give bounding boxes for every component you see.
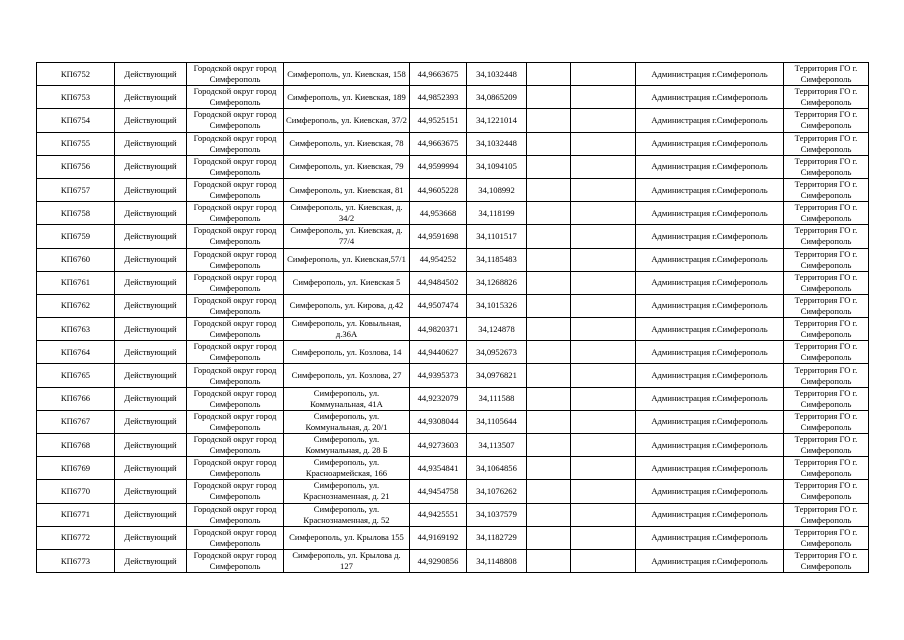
latitude-cell: 44,9395373 xyxy=(410,364,467,387)
address-cell: Симферополь, ул. Киевская 5 xyxy=(284,271,410,294)
district-cell: Городской округ город Симферополь xyxy=(187,178,284,201)
territory-cell: Территория ГО г. Симферополь xyxy=(784,271,869,294)
owner-cell: Администрация г.Симферополь xyxy=(636,457,784,480)
status-cell: Действующий xyxy=(115,549,187,572)
point-id-cell: КП6773 xyxy=(37,549,115,572)
table-row xyxy=(37,225,869,248)
table-row xyxy=(37,178,869,201)
owner-cell: Администрация г.Симферополь xyxy=(636,434,784,457)
owner-cell: Администрация г.Симферополь xyxy=(636,341,784,364)
table-row xyxy=(37,549,869,572)
territory-cell: Территория ГО г. Симферополь xyxy=(784,178,869,201)
territory-cell: Территория ГО г. Симферополь xyxy=(784,63,869,86)
point-id-cell: КП6752 xyxy=(37,63,115,86)
longitude-cell: 34,0865209 xyxy=(467,86,527,109)
owner-cell: Администрация г.Симферополь xyxy=(636,480,784,503)
empty-cell xyxy=(527,410,571,433)
longitude-cell: 34,0976821 xyxy=(467,364,527,387)
address-cell: Симферополь, ул. Киевская, 189 xyxy=(284,86,410,109)
latitude-cell: 44,953668 xyxy=(410,202,467,225)
territory-cell: Территория ГО г. Симферополь xyxy=(784,155,869,178)
longitude-cell: 34,1185483 xyxy=(467,248,527,271)
latitude-cell: 44,9308044 xyxy=(410,410,467,433)
district-cell: Городской округ город Симферополь xyxy=(187,271,284,294)
point-id-cell: КП6772 xyxy=(37,526,115,549)
table-row xyxy=(37,86,869,109)
owner-cell: Администрация г.Симферополь xyxy=(636,294,784,317)
longitude-cell: 34,118199 xyxy=(467,202,527,225)
latitude-cell: 44,9507474 xyxy=(410,294,467,317)
empty-cell xyxy=(571,410,636,433)
address-cell: Симферополь, ул. Киевская, 158 xyxy=(284,63,410,86)
district-cell: Городской округ город Симферополь xyxy=(187,341,284,364)
latitude-cell: 44,9663675 xyxy=(410,63,467,86)
point-id-cell: КП6754 xyxy=(37,109,115,132)
latitude-cell: 44,9591698 xyxy=(410,225,467,248)
latitude-cell: 44,9290856 xyxy=(410,549,467,572)
owner-cell: Администрация г.Симферополь xyxy=(636,202,784,225)
longitude-cell: 34,1221014 xyxy=(467,109,527,132)
latitude-cell: 44,9440627 xyxy=(410,341,467,364)
empty-cell xyxy=(571,132,636,155)
district-cell: Городской округ город Симферополь xyxy=(187,248,284,271)
owner-cell: Администрация г.Симферополь xyxy=(636,178,784,201)
latitude-cell: 44,9599994 xyxy=(410,155,467,178)
empty-cell xyxy=(527,364,571,387)
empty-cell xyxy=(571,225,636,248)
point-id-cell: КП6770 xyxy=(37,480,115,503)
status-cell: Действующий xyxy=(115,341,187,364)
longitude-cell: 34,0952673 xyxy=(467,341,527,364)
empty-cell xyxy=(527,202,571,225)
table-row xyxy=(37,341,869,364)
address-cell: Симферополь, ул. Козлова, 27 xyxy=(284,364,410,387)
empty-cell xyxy=(571,434,636,457)
territory-cell: Территория ГО г. Симферополь xyxy=(784,341,869,364)
empty-cell xyxy=(571,178,636,201)
empty-cell xyxy=(527,178,571,201)
territory-cell: Территория ГО г. Симферополь xyxy=(784,248,869,271)
territory-cell: Территория ГО г. Симферополь xyxy=(784,410,869,433)
longitude-cell: 34,1268826 xyxy=(467,271,527,294)
address-cell: Симферополь, ул. Ковыльная, д.36А xyxy=(284,318,410,341)
address-cell: Симферополь, ул. Киевская, 81 xyxy=(284,178,410,201)
owner-cell: Администрация г.Симферополь xyxy=(636,364,784,387)
point-id-cell: КП6759 xyxy=(37,225,115,248)
empty-cell xyxy=(527,434,571,457)
table-row xyxy=(37,109,869,132)
status-cell: Действующий xyxy=(115,63,187,86)
empty-cell xyxy=(571,503,636,526)
owner-cell: Администрация г.Симферополь xyxy=(636,132,784,155)
owner-cell: Администрация г.Симферополь xyxy=(636,109,784,132)
latitude-cell: 44,9273603 xyxy=(410,434,467,457)
owner-cell: Администрация г.Симферополь xyxy=(636,387,784,410)
status-cell: Действующий xyxy=(115,155,187,178)
status-cell: Действующий xyxy=(115,248,187,271)
territory-cell: Территория ГО г. Симферополь xyxy=(784,480,869,503)
point-id-cell: КП6766 xyxy=(37,387,115,410)
table-row xyxy=(37,387,869,410)
status-cell: Действующий xyxy=(115,225,187,248)
empty-cell xyxy=(527,318,571,341)
empty-cell xyxy=(527,132,571,155)
empty-cell xyxy=(571,318,636,341)
empty-cell xyxy=(571,294,636,317)
address-cell: Симферополь, ул. Коммунальная, д. 20/1 xyxy=(284,410,410,433)
longitude-cell: 34,108992 xyxy=(467,178,527,201)
point-id-cell: КП6758 xyxy=(37,202,115,225)
owner-cell: Администрация г.Симферополь xyxy=(636,410,784,433)
district-cell: Городской округ город Симферополь xyxy=(187,480,284,503)
district-cell: Городской округ город Симферополь xyxy=(187,294,284,317)
empty-cell xyxy=(527,341,571,364)
latitude-cell: 44,9454758 xyxy=(410,480,467,503)
table-row xyxy=(37,526,869,549)
empty-cell xyxy=(527,86,571,109)
status-cell: Действующий xyxy=(115,480,187,503)
latitude-cell: 44,954252 xyxy=(410,248,467,271)
point-id-cell: КП6764 xyxy=(37,341,115,364)
district-cell: Городской округ город Симферополь xyxy=(187,86,284,109)
district-cell: Городской округ город Симферополь xyxy=(187,318,284,341)
table-row xyxy=(37,155,869,178)
point-id-cell: КП6762 xyxy=(37,294,115,317)
table-row xyxy=(37,503,869,526)
owner-cell: Администрация г.Симферополь xyxy=(636,318,784,341)
district-cell: Городской округ город Симферополь xyxy=(187,364,284,387)
point-id-cell: КП6768 xyxy=(37,434,115,457)
table-row xyxy=(37,202,869,225)
address-cell: Симферополь, ул. Красноармейская, 166 xyxy=(284,457,410,480)
empty-cell xyxy=(571,457,636,480)
owner-cell: Администрация г.Симферополь xyxy=(636,225,784,248)
owner-cell: Администрация г.Симферополь xyxy=(636,503,784,526)
empty-cell xyxy=(527,271,571,294)
point-id-cell: КП6753 xyxy=(37,86,115,109)
empty-cell xyxy=(571,63,636,86)
territory-cell: Территория ГО г. Симферополь xyxy=(784,526,869,549)
point-id-cell: КП6767 xyxy=(37,410,115,433)
point-id-cell: КП6756 xyxy=(37,155,115,178)
table-row xyxy=(37,294,869,317)
address-cell: Симферополь, ул. Крылова д. 127 xyxy=(284,549,410,572)
longitude-cell: 34,1101517 xyxy=(467,225,527,248)
status-cell: Действующий xyxy=(115,364,187,387)
address-cell: Симферополь, ул. Киевская, д. 34/2 xyxy=(284,202,410,225)
status-cell: Действующий xyxy=(115,86,187,109)
district-cell: Городской округ город Симферополь xyxy=(187,526,284,549)
table-row xyxy=(37,318,869,341)
district-cell: Городской округ город Симферополь xyxy=(187,225,284,248)
territory-cell: Территория ГО г. Симферополь xyxy=(784,318,869,341)
latitude-cell: 44,9820371 xyxy=(410,318,467,341)
longitude-cell: 34,1182729 xyxy=(467,526,527,549)
longitude-cell: 34,1148808 xyxy=(467,549,527,572)
status-cell: Действующий xyxy=(115,318,187,341)
district-cell: Городской округ город Симферополь xyxy=(187,202,284,225)
point-id-cell: КП6771 xyxy=(37,503,115,526)
longitude-cell: 34,113507 xyxy=(467,434,527,457)
longitude-cell: 34,1032448 xyxy=(467,132,527,155)
table-row xyxy=(37,434,869,457)
empty-cell xyxy=(571,202,636,225)
status-cell: Действующий xyxy=(115,526,187,549)
district-cell: Городской округ город Симферополь xyxy=(187,109,284,132)
address-cell: Симферополь, ул. Козлова, 14 xyxy=(284,341,410,364)
address-cell: Симферополь, ул. Киевская, 79 xyxy=(284,155,410,178)
empty-cell xyxy=(527,155,571,178)
district-cell: Городской округ город Симферополь xyxy=(187,132,284,155)
address-cell: Симферополь, ул. Киевская, 37/2 xyxy=(284,109,410,132)
status-cell: Действующий xyxy=(115,109,187,132)
territory-cell: Территория ГО г. Симферополь xyxy=(784,549,869,572)
latitude-cell: 44,9232079 xyxy=(410,387,467,410)
territory-cell: Территория ГО г. Симферополь xyxy=(784,457,869,480)
table-row xyxy=(37,410,869,433)
point-id-cell: КП6755 xyxy=(37,132,115,155)
district-cell: Городской округ город Симферополь xyxy=(187,63,284,86)
registry-table xyxy=(36,62,869,573)
empty-cell xyxy=(571,480,636,503)
owner-cell: Администрация г.Симферополь xyxy=(636,86,784,109)
empty-cell xyxy=(527,549,571,572)
status-cell: Действующий xyxy=(115,294,187,317)
territory-cell: Территория ГО г. Симферополь xyxy=(784,86,869,109)
longitude-cell: 34,1105644 xyxy=(467,410,527,433)
status-cell: Действующий xyxy=(115,271,187,294)
empty-cell xyxy=(571,271,636,294)
longitude-cell: 34,1064856 xyxy=(467,457,527,480)
latitude-cell: 44,9605228 xyxy=(410,178,467,201)
longitude-cell: 34,111588 xyxy=(467,387,527,410)
empty-cell xyxy=(527,248,571,271)
empty-cell xyxy=(527,526,571,549)
status-cell: Действующий xyxy=(115,387,187,410)
point-id-cell: КП6765 xyxy=(37,364,115,387)
empty-cell xyxy=(527,503,571,526)
longitude-cell: 34,124878 xyxy=(467,318,527,341)
owner-cell: Администрация г.Симферополь xyxy=(636,155,784,178)
address-cell: Симферополь, ул. Крылова 155 xyxy=(284,526,410,549)
district-cell: Городской округ город Симферополь xyxy=(187,549,284,572)
territory-cell: Территория ГО г. Симферополь xyxy=(784,202,869,225)
owner-cell: Администрация г.Симферополь xyxy=(636,271,784,294)
district-cell: Городской округ город Симферополь xyxy=(187,387,284,410)
territory-cell: Территория ГО г. Симферополь xyxy=(784,294,869,317)
table-body xyxy=(37,63,869,573)
longitude-cell: 34,1094105 xyxy=(467,155,527,178)
empty-cell xyxy=(571,248,636,271)
table-row xyxy=(37,248,869,271)
empty-cell xyxy=(571,526,636,549)
point-id-cell: КП6760 xyxy=(37,248,115,271)
table-row xyxy=(37,63,869,86)
empty-cell xyxy=(527,109,571,132)
address-cell: Симферополь, ул. Киевская, 78 xyxy=(284,132,410,155)
status-cell: Действующий xyxy=(115,503,187,526)
latitude-cell: 44,9663675 xyxy=(410,132,467,155)
status-cell: Действующий xyxy=(115,132,187,155)
empty-cell xyxy=(571,549,636,572)
point-id-cell: КП6769 xyxy=(37,457,115,480)
district-cell: Городской округ город Симферополь xyxy=(187,155,284,178)
territory-cell: Территория ГО г. Симферополь xyxy=(784,503,869,526)
district-cell: Городской округ город Симферополь xyxy=(187,434,284,457)
point-id-cell: КП6761 xyxy=(37,271,115,294)
address-cell: Симферополь, ул. Коммунальная, д. 28 Б xyxy=(284,434,410,457)
empty-cell xyxy=(527,294,571,317)
empty-cell xyxy=(571,364,636,387)
table-row xyxy=(37,364,869,387)
empty-cell xyxy=(571,341,636,364)
district-cell: Городской округ город Симферополь xyxy=(187,457,284,480)
empty-cell xyxy=(527,457,571,480)
address-cell: Симферополь, ул. Кирова, д.42 xyxy=(284,294,410,317)
empty-cell xyxy=(527,480,571,503)
district-cell: Городской округ город Симферополь xyxy=(187,410,284,433)
empty-cell xyxy=(527,387,571,410)
empty-cell xyxy=(571,387,636,410)
table-row xyxy=(37,132,869,155)
status-cell: Действующий xyxy=(115,410,187,433)
empty-cell xyxy=(571,155,636,178)
empty-cell xyxy=(571,86,636,109)
territory-cell: Территория ГО г. Симферополь xyxy=(784,364,869,387)
longitude-cell: 34,1015326 xyxy=(467,294,527,317)
address-cell: Симферополь, ул. Киевская, д. 77/4 xyxy=(284,225,410,248)
address-cell: Симферополь, ул. Краснознаменная, д. 21 xyxy=(284,480,410,503)
owner-cell: Администрация г.Симферополь xyxy=(636,526,784,549)
latitude-cell: 44,9169192 xyxy=(410,526,467,549)
empty-cell xyxy=(527,63,571,86)
latitude-cell: 44,9354841 xyxy=(410,457,467,480)
latitude-cell: 44,9484502 xyxy=(410,271,467,294)
longitude-cell: 34,1032448 xyxy=(467,63,527,86)
point-id-cell: КП6763 xyxy=(37,318,115,341)
territory-cell: Территория ГО г. Симферополь xyxy=(784,132,869,155)
territory-cell: Территория ГО г. Симферополь xyxy=(784,434,869,457)
address-cell: Симферополь, ул. Киевская,57/1 xyxy=(284,248,410,271)
territory-cell: Территория ГО г. Симферополь xyxy=(784,387,869,410)
table-row xyxy=(37,457,869,480)
owner-cell: Администрация г.Симферополь xyxy=(636,549,784,572)
territory-cell: Территория ГО г. Симферополь xyxy=(784,109,869,132)
point-id-cell: КП6757 xyxy=(37,178,115,201)
table-row xyxy=(37,271,869,294)
longitude-cell: 34,1076262 xyxy=(467,480,527,503)
table-row xyxy=(37,480,869,503)
address-cell: Симферополь, ул. Коммунальная, 41А xyxy=(284,387,410,410)
status-cell: Действующий xyxy=(115,178,187,201)
empty-cell xyxy=(527,225,571,248)
latitude-cell: 44,9425551 xyxy=(410,503,467,526)
latitude-cell: 44,9852393 xyxy=(410,86,467,109)
latitude-cell: 44,9525151 xyxy=(410,109,467,132)
status-cell: Действующий xyxy=(115,457,187,480)
territory-cell: Территория ГО г. Симферополь xyxy=(784,225,869,248)
owner-cell: Администрация г.Симферополь xyxy=(636,248,784,271)
empty-cell xyxy=(571,109,636,132)
district-cell: Городской округ город Симферополь xyxy=(187,503,284,526)
owner-cell: Администрация г.Симферополь xyxy=(636,63,784,86)
status-cell: Действующий xyxy=(115,434,187,457)
status-cell: Действующий xyxy=(115,202,187,225)
longitude-cell: 34,1037579 xyxy=(467,503,527,526)
address-cell: Симферополь, ул. Краснознаменная, д. 52 xyxy=(284,503,410,526)
